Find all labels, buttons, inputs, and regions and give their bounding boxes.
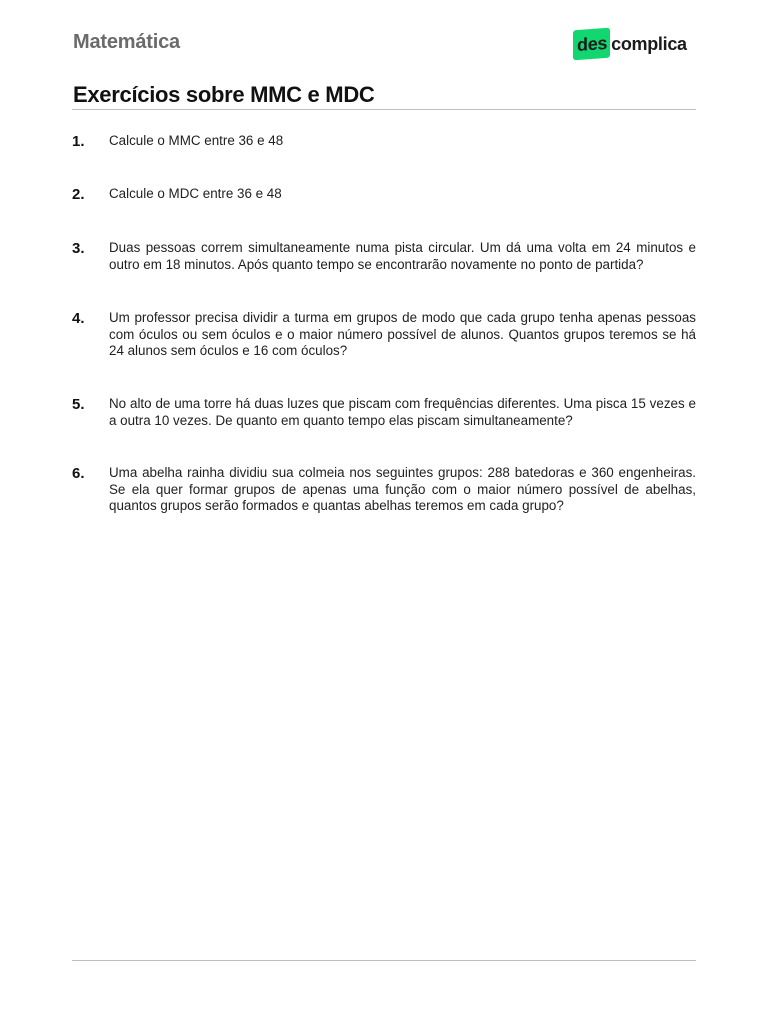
subject-heading: Matemática — [73, 31, 180, 53]
footer-divider — [72, 960, 696, 961]
exercise-text: Duas pessoas correm simultaneamente numa pista circular. Um dá uma volta em 24 minutos e outro em 18 minutos. Após quanto tempo se encontrarão novamente no ponto de partida? — [109, 240, 696, 272]
exercise-number: 3. — [72, 240, 85, 257]
exercise-item — [72, 133, 696, 150]
exercise-number: 4. — [72, 310, 85, 327]
descomplica-logo — [573, 27, 687, 61]
logo-highlight: des — [573, 28, 610, 61]
exercise-text: Uma abelha rainha dividiu sua colmeia nos seguintes grupos: 288 batedoras e 360 engenheiras. Se ela quer formar grupos de apenas uma função com o maior número possível de abelhas, quantos grupos serão formados e quantas abelhas teremos em cada grupo? — [109, 465, 696, 513]
exercise-number: 6. — [72, 465, 85, 482]
exercise-text: Calcule o MMC entre 36 e 48 — [109, 133, 284, 148]
exercise-text: No alto de uma torre há duas luzes que piscam com frequências diferentes. Uma pisca 15 vezes e a outra 10 vezes. De quanto em quanto tempo elas piscam simultaneamente? — [109, 396, 696, 428]
exercise-number: 1. — [72, 133, 85, 150]
exercise-item — [72, 186, 696, 203]
exercise-item — [72, 396, 696, 429]
exercise-text: Calcule o MDC entre 36 e 48 — [109, 186, 282, 201]
exercise-item — [72, 465, 696, 515]
exercise-item — [72, 240, 696, 273]
exercise-number: 2. — [72, 186, 85, 203]
title-divider — [72, 109, 696, 110]
exercise-item — [72, 310, 696, 360]
exercise-number: 5. — [72, 396, 85, 413]
logo-wordmark: complica — [611, 33, 687, 54]
page-title: Exercícios sobre MMC e MDC — [73, 82, 375, 107]
exercise-text: Um professor precisa dividir a turma em grupos de modo que cada grupo tenha apenas pessoas com óculos ou sem óculos e o maior número possível de alunos. Quantos grupos teremos se há 24 alunos sem óculos e 16 com óculos? — [109, 310, 696, 358]
